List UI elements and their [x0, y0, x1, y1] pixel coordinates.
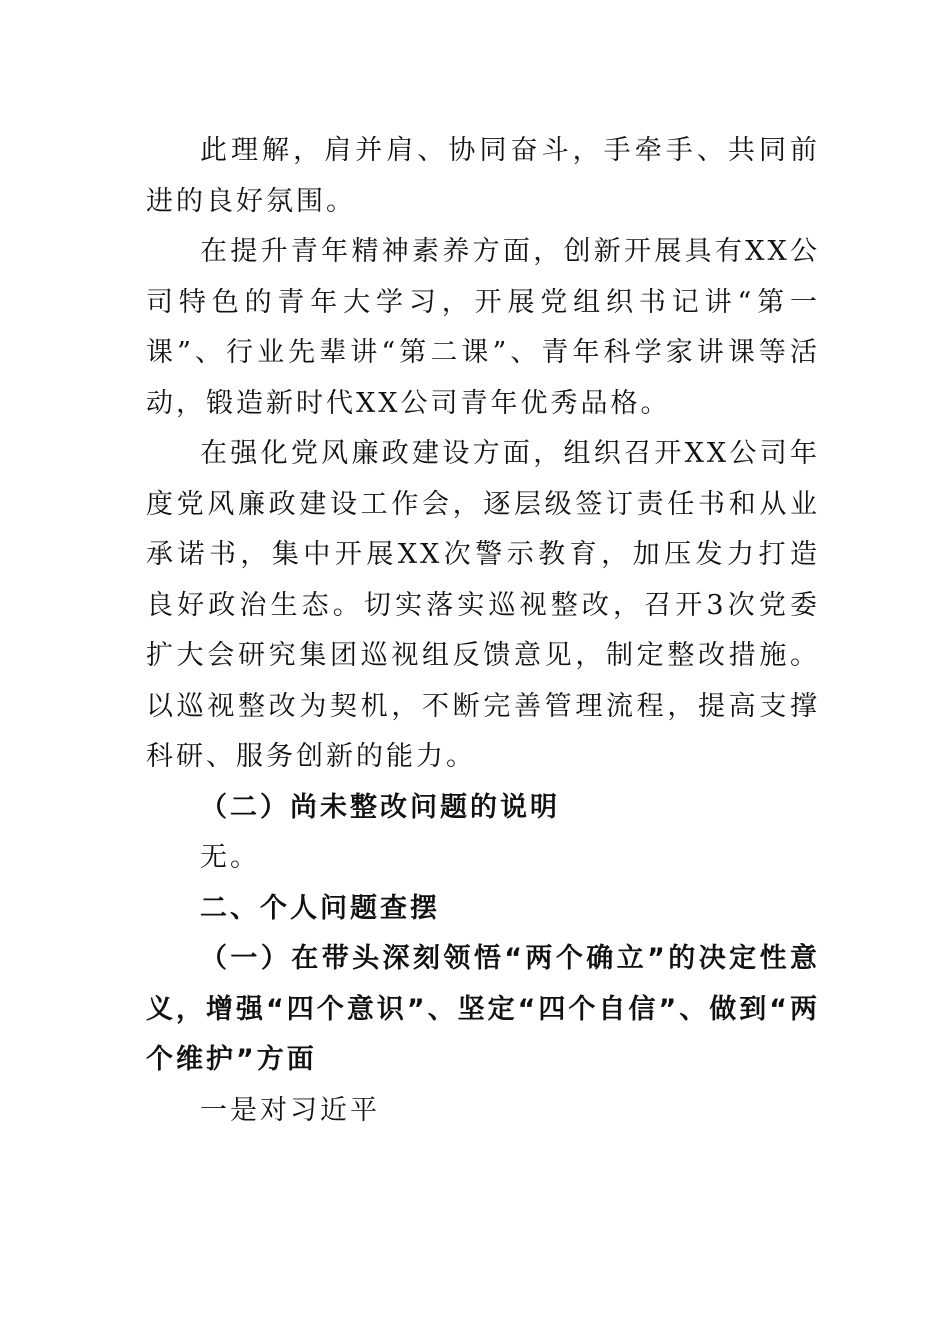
none-text: 无。 [200, 842, 260, 873]
body-paragraph-2: 在提升青年精神素养方面，创新开展具有XX公司特色的青年大学习，开展党组织书记讲“第一课”、行业先辈讲“第二课”、青年科学家讲课等活动，锻造新时代XX公司青年优秀品格。 [146, 236, 820, 419]
body-paragraph-3: 在强化党风廉政建设方面，组织召开XX公司年度党风廉政建设工作会，逐层级签订责任书和从业承诺书，集中开展XX次警示教育，加压发力打造良好政治生态。切实落实巡视整改，召开3次党委扩大会研究集团巡视组反馈意见，制定整改措施。以巡视整改为契机，不断完善管理流程，提高支撑科研、服务创新的能力。 [146, 438, 820, 772]
subheading-two-establishments: （一）在带头深刻领悟“两个确立”的决定性意义，增强“四个意识”、坚定“四个自信”、做到“两个维护”方面 [146, 943, 820, 1075]
subheading-unresolved-issues: （二）尚未整改问题的说明 [200, 791, 560, 823]
section-heading-personal-issues: 二、个人问题查摆 [200, 892, 440, 924]
trailing-line: 一是对习近平 [200, 1094, 380, 1126]
body-paragraph-1: 此理解，肩并肩、协同奋斗，手牵手、共同前进的良好氛围。 [146, 135, 820, 217]
